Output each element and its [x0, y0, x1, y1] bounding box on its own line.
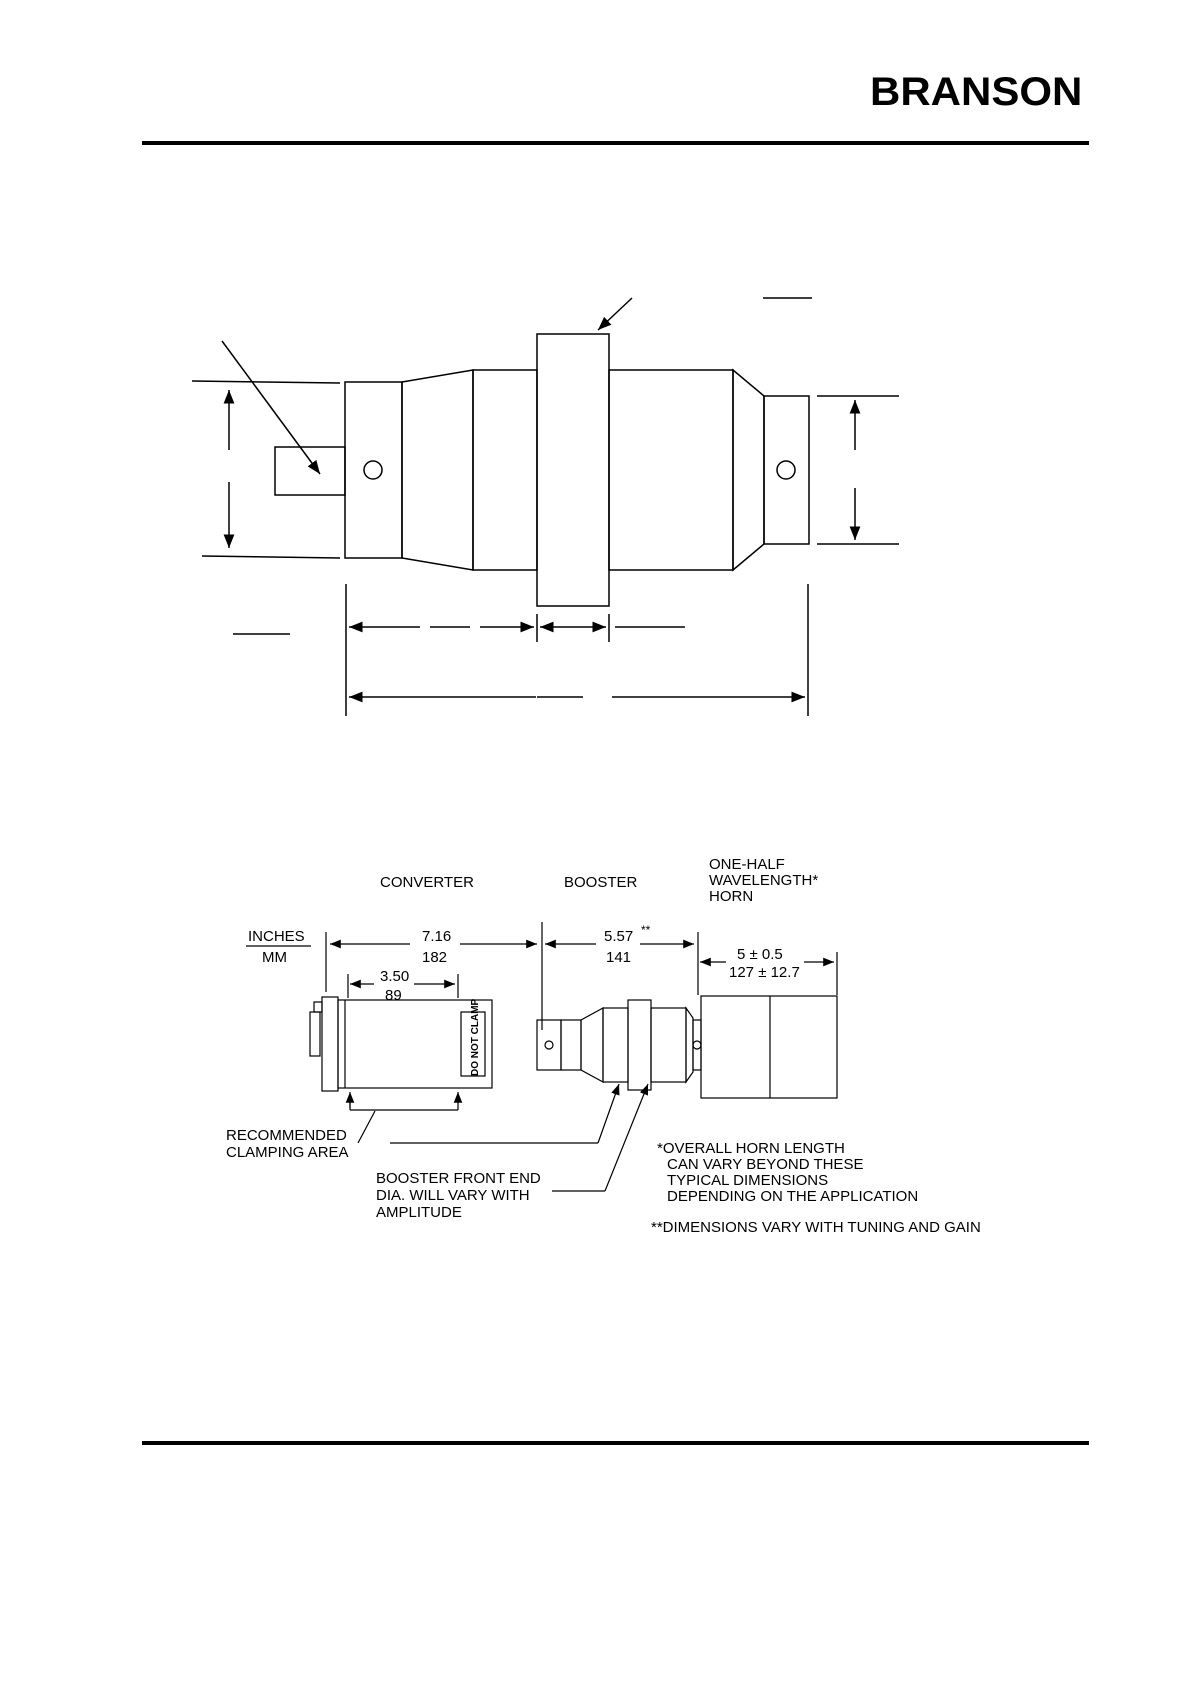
converter-hole — [364, 461, 382, 479]
converter-flange — [322, 997, 338, 1091]
booster-body-left — [473, 370, 537, 570]
horn-stub — [764, 396, 809, 544]
clamp-callout-line1: RECOMMENDED — [226, 1127, 347, 1144]
booster-taper — [733, 370, 764, 570]
booster-callout-line1: BOOSTER FRONT END — [376, 1170, 541, 1187]
booster-length-mm: 141 — [606, 949, 632, 966]
clamp-callout-line2: CLAMPING AREA — [226, 1144, 349, 1161]
booster-neck — [537, 1020, 561, 1070]
note1-line1: *OVERALL HORN LENGTH — [657, 1140, 845, 1157]
horn-label-line2: WAVELENGTH* — [709, 872, 819, 889]
units-inches: INCHES — [248, 928, 305, 945]
note1-line3: TYPICAL DIMENSIONS — [667, 1172, 829, 1189]
booster-callout-line2: DIA. WILL VARY WITH — [376, 1187, 530, 1204]
booster-clamp-ring — [628, 1000, 651, 1090]
horn-label-line3: HORN — [709, 888, 754, 905]
horn-length-mm: 127 ± 12.7 — [729, 964, 800, 981]
converter-label: CONVERTER — [380, 874, 474, 891]
clamp-length-in: 3.50 — [380, 968, 410, 985]
converter-taper — [402, 370, 473, 570]
booster-body-right — [609, 370, 733, 570]
horn-length-in: 5 ± 0.5 — [737, 946, 783, 963]
horn-body — [701, 996, 837, 1098]
units-mm: MM — [262, 949, 287, 966]
converter-length-mm: 182 — [422, 949, 448, 966]
booster-callout-line3: AMPLITUDE — [376, 1204, 462, 1221]
horn-hole — [777, 461, 795, 479]
do-not-clamp-label: DO NOT CLAMP — [470, 998, 481, 1076]
upper-assembly-drawing — [192, 298, 899, 716]
booster-label: BOOSTER — [564, 874, 638, 891]
booster-length-mark: ** — [641, 923, 651, 937]
horn-label-line1: ONE-HALF — [709, 856, 785, 873]
converter-stud — [275, 447, 345, 495]
clamp-length-mm: 89 — [385, 987, 402, 1004]
booster-clamp-ring — [537, 334, 609, 606]
converter-body — [345, 382, 402, 558]
lower-assembly-drawing — [226, 856, 981, 1236]
converter-length-in: 7.16 — [422, 928, 452, 945]
converter-housing — [338, 1000, 492, 1088]
converter-connector — [310, 1012, 320, 1056]
note2: **DIMENSIONS VARY WITH TUNING AND GAIN — [651, 1219, 981, 1236]
branson-logo: BRANSON — [870, 70, 1083, 114]
note1-line2: CAN VARY BEYOND THESE — [667, 1156, 864, 1173]
booster-length-in: 5.57 — [604, 928, 634, 945]
note1-line4: DEPENDING ON THE APPLICATION — [667, 1188, 919, 1205]
